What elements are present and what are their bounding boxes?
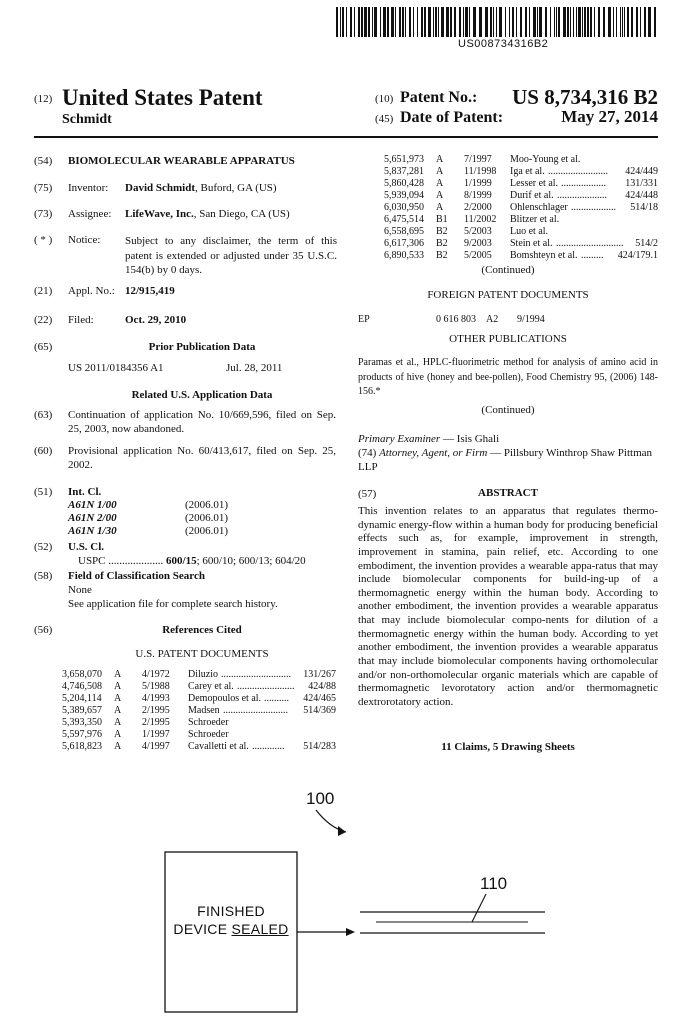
citation-name: Durif et al. — [510, 190, 554, 201]
barcode-bar — [558, 7, 560, 37]
header-rule — [34, 136, 658, 138]
barcode-bar — [570, 7, 571, 37]
citation-name: Schroeder — [188, 717, 229, 728]
citation-kind: B2 — [436, 226, 448, 237]
barcode-bar — [545, 7, 547, 37]
notice-label: Notice: — [68, 234, 101, 246]
barcode-bar — [463, 7, 464, 37]
citation-number: 5,860,428 — [384, 178, 424, 189]
barcode-bar — [380, 7, 381, 37]
int-cl-version: (2006.01) — [185, 499, 229, 511]
barcode-bar — [454, 7, 456, 37]
continuation-text: Continuation of application No. 10/669,596, filed on Sep. 25, 2003, now abandoned. — [68, 409, 336, 435]
citation-row — [384, 226, 658, 237]
citation-dots: ......... — [581, 250, 604, 261]
notice-code: ( * ) — [34, 234, 53, 246]
other-pubs-heading: OTHER PUBLICATIONS — [449, 333, 567, 345]
citation-date: 7/1997 — [464, 154, 492, 165]
citation-date: 5/2005 — [464, 250, 492, 261]
box-label-line1: FINISHED — [197, 903, 265, 919]
barcode-bar — [613, 7, 614, 37]
filed-value: Oct. 29, 2010 — [125, 314, 187, 326]
uspc-rest: ; 600/10; 600/13; 604/20 — [196, 555, 306, 567]
abstract-heading: ABSTRACT — [478, 487, 538, 499]
process-arrow-head — [346, 928, 355, 936]
citation-class: 514/283 — [303, 741, 336, 752]
citation-dots: .................. — [561, 178, 606, 189]
citation-row — [384, 202, 658, 213]
prior-pub-code: (65) — [34, 341, 53, 353]
citation-kind: A — [114, 729, 122, 740]
citation-dots: .......................... — [223, 705, 288, 716]
inventor-value — [125, 182, 277, 196]
barcode-bar — [496, 7, 497, 37]
abstract-code: (57) — [358, 488, 377, 500]
continuation-code: (63) — [34, 409, 53, 421]
citation-date: 11/1998 — [464, 166, 497, 177]
attorney-line — [358, 447, 658, 475]
attorney-name: — Pillsbury Winthrop Shaw Pittman LLP — [358, 447, 653, 473]
title-entry-code: (54) — [34, 155, 53, 167]
citation-date: 2/1995 — [142, 705, 170, 716]
barcode-bar — [473, 7, 476, 37]
patent-number-code: (10) — [375, 93, 394, 105]
uspc-line — [78, 555, 306, 569]
barcode-bar — [368, 7, 370, 37]
citation-row — [62, 729, 336, 740]
barcode-bar — [578, 7, 581, 37]
barcode-bar — [624, 7, 625, 37]
barcode-bar — [567, 7, 569, 37]
barcode-bar — [622, 7, 623, 37]
box-label-line2 — [168, 921, 294, 939]
citation-class: 424/179.1 — [617, 250, 658, 261]
refs-heading: References Cited — [162, 624, 242, 636]
citation-kind: A — [114, 705, 122, 716]
barcode-bar — [383, 7, 386, 37]
citation-row — [384, 214, 658, 225]
barcode-bar — [350, 7, 352, 37]
citation-kind: B2 — [436, 250, 448, 261]
barcode-bar — [539, 7, 542, 37]
uspc-label: USPC — [78, 555, 106, 567]
barcode-bar — [424, 7, 426, 37]
barcode-bar — [640, 7, 641, 37]
barcode-bar — [587, 7, 589, 37]
barcode-bar — [374, 7, 377, 37]
citation-kind: B1 — [436, 214, 448, 225]
citation-row — [62, 693, 336, 704]
citation-number: 5,837,281 — [384, 166, 424, 177]
barcode-bar — [516, 7, 517, 37]
citation-number: 5,939,094 — [384, 190, 424, 201]
foreign-country: EP — [358, 314, 370, 325]
inventor-location: , Buford, GA (US) — [195, 182, 277, 194]
citation-date: 9/2003 — [464, 238, 492, 249]
citation-name: Bomshteyn et al. — [510, 250, 578, 261]
citation-date: 4/1972 — [142, 669, 170, 680]
assignee-label: Assignee: — [68, 208, 112, 220]
citation-kind: A — [436, 178, 444, 189]
related-heading: Related U.S. Application Data — [131, 389, 273, 401]
date-value: May 27, 2014 — [561, 107, 658, 126]
barcode-bar — [395, 7, 396, 37]
barcode-bar — [594, 7, 595, 37]
barcode-bar — [438, 7, 439, 37]
citation-name: Moo-Young et al. — [510, 154, 581, 165]
int-cl-class: A61N 2/00 — [68, 512, 117, 524]
barcode-bar — [405, 7, 406, 37]
citation-class: 424/88 — [308, 681, 336, 692]
barcode-bar — [450, 7, 452, 37]
citation-kind: A — [114, 741, 122, 752]
citation-date: 4/1997 — [142, 741, 170, 752]
citation-number: 5,597,976 — [62, 729, 102, 740]
barcode-bar — [654, 7, 656, 37]
assignee-name: LifeWave, Inc. — [125, 208, 194, 220]
barcode-bar — [441, 7, 444, 37]
barcode-bar — [608, 7, 611, 37]
citation-class: 131/267 — [303, 669, 336, 680]
citation-date: 5/2003 — [464, 226, 492, 237]
citation-dots: ............. — [252, 741, 285, 752]
reference-numeral-110: 110 — [480, 874, 508, 893]
reference-leader-110 — [472, 894, 486, 922]
int-cl-code: (51) — [34, 486, 53, 498]
barcode-bar — [417, 7, 418, 37]
barcode-bar — [354, 7, 355, 37]
barcode-bar — [563, 7, 566, 37]
barcode-bar — [465, 7, 468, 37]
barcode-bar — [529, 7, 530, 37]
barcode-bar — [361, 7, 363, 37]
reference-numeral-100: 100 — [306, 789, 335, 808]
barcode-bar — [435, 7, 437, 37]
barcode-bar — [509, 7, 510, 37]
citation-kind: A — [114, 681, 122, 692]
inventor-code: (75) — [34, 182, 53, 194]
citation-dots: ........................... — [556, 238, 624, 249]
citation-row — [62, 717, 336, 728]
citation-name: Schroeder — [188, 729, 229, 740]
barcode-bar — [603, 7, 605, 37]
citation-date: 2/1995 — [142, 717, 170, 728]
citation-name: Carey et al. — [188, 681, 234, 692]
citation-date: 11/2002 — [464, 214, 497, 225]
barcode-bar — [493, 7, 494, 37]
citation-dots: ........................ — [548, 166, 608, 177]
barcode-bar — [479, 7, 482, 37]
prior-pub-number: US 2011/0184356 A1 — [68, 362, 164, 374]
field-label: Field of Classification Search — [68, 570, 205, 582]
citation-name: Madsen — [188, 705, 220, 716]
appl-label: Appl. No.: — [68, 285, 115, 297]
uspc-main: 600/15 — [166, 555, 197, 567]
barcode-bar — [644, 7, 646, 37]
barcode-bar — [364, 7, 367, 37]
field-code: (58) — [34, 570, 53, 582]
field-none: None — [68, 584, 92, 596]
citation-kind: A — [114, 693, 122, 704]
citation-class: 131/331 — [625, 178, 658, 189]
filed-label: Filed: — [68, 314, 94, 326]
barcode-number: US008734316B2 — [458, 38, 549, 50]
citation-class: 514/18 — [630, 202, 658, 213]
barcode-bar — [616, 7, 617, 37]
citation-row — [62, 741, 336, 752]
assignee-code: (73) — [34, 208, 53, 220]
barcode-bar — [573, 7, 574, 37]
document-title: United States Patent — [62, 85, 263, 110]
barcode — [336, 7, 658, 37]
citation-name: Luo et al. — [510, 226, 549, 237]
citation-class: 424/448 — [625, 190, 658, 201]
filed-code: (22) — [34, 314, 53, 326]
citation-row — [384, 166, 658, 177]
citation-number: 5,393,350 — [62, 717, 102, 728]
patent-number-label: Patent No.: — [400, 89, 478, 106]
citation-date: 2/2000 — [464, 202, 492, 213]
int-cl-class: A61N 1/00 — [68, 499, 117, 511]
claims-summary: 11 Claims, 5 Drawing Sheets — [441, 741, 575, 753]
appl-value: 12/915,419 — [125, 285, 175, 297]
barcode-bar — [399, 7, 401, 37]
citation-name: Ohlenschlager — [510, 202, 568, 213]
foreign-number: 0 616 803 — [436, 314, 476, 325]
other-pubs-text: Paramas et al., HPLC-fluorimetric method for analysis of amino acid in products of hive (honey and bee-pollen), Food Chemistry 95, (2006) 148-156.* — [358, 357, 658, 397]
citation-date: 5/1988 — [142, 681, 170, 692]
citation-number: 6,475,514 — [384, 214, 424, 225]
citation-name: Stein et al. — [510, 238, 553, 249]
barcode-bar — [648, 7, 651, 37]
barcode-bar — [598, 7, 600, 37]
barcode-bar — [391, 7, 394, 37]
refs-code: (56) — [34, 624, 53, 636]
citation-kind: A — [114, 717, 122, 728]
barcode-bar — [428, 7, 431, 37]
examiner-name: — Isis Ghali — [440, 433, 500, 445]
citation-dots: .................. — [571, 202, 616, 213]
barcode-bar — [409, 7, 411, 37]
citation-class: 514/2 — [635, 238, 658, 249]
barcode-bar — [525, 7, 527, 37]
barcode-bar — [346, 7, 347, 37]
citation-dots: .................... — [557, 190, 607, 201]
inventor-label: Inventor: — [68, 182, 109, 194]
barcode-bar — [358, 7, 360, 37]
continued-label: (Continued) — [481, 404, 535, 416]
appl-code: (21) — [34, 285, 53, 297]
barcode-bar — [576, 7, 577, 37]
assignee-location: , San Diego, CA (US) — [193, 208, 290, 220]
barcode-bar — [533, 7, 536, 37]
citation-date: 8/1999 — [464, 190, 492, 201]
citation-row — [384, 190, 658, 201]
barcode-bar — [421, 7, 423, 37]
barcode-bar — [584, 7, 586, 37]
barcode-bar — [469, 7, 470, 37]
date-label: Date of Patent: — [400, 109, 504, 126]
us-cl-label: U.S. Cl. — [68, 541, 105, 553]
arrow-head-100 — [338, 826, 346, 836]
citation-name: Blitzer et al. — [510, 214, 560, 225]
barcode-bar — [402, 7, 404, 37]
citation-name: Demopoulos et al. — [188, 693, 262, 704]
barcode-bar — [490, 7, 492, 37]
citation-row — [384, 178, 658, 189]
citation-name: Lesser et al. — [510, 178, 559, 189]
citation-row — [62, 681, 336, 692]
citation-number: 5,618,823 — [62, 741, 102, 752]
barcode-bar — [590, 7, 592, 37]
barcode-bar — [413, 7, 414, 37]
date-code: (45) — [375, 113, 394, 125]
foreign-kind: A2 — [486, 314, 499, 325]
barcode-bar — [627, 7, 629, 37]
barcode-bar — [537, 7, 538, 37]
citation-row — [62, 705, 336, 716]
citation-dots: .......... — [264, 693, 289, 704]
citation-dots: ............................ — [221, 669, 291, 680]
barcode-bar — [620, 7, 621, 37]
prior-pub-date: Jul. 28, 2011 — [226, 362, 283, 374]
citation-number: 6,617,306 — [384, 238, 424, 249]
barcode-bar — [459, 7, 461, 37]
citation-number: 6,558,695 — [384, 226, 424, 237]
notice-text: Subject to any disclaimer, the term of this patent is extended or adjusted under 35 U.S.C. 154(b) by 0 days. — [125, 235, 337, 277]
citation-name: Cavalletti et al. — [188, 741, 249, 752]
foreign-docs-heading: FOREIGN PATENT DOCUMENTS — [427, 289, 589, 301]
citation-date: 1/1999 — [464, 178, 492, 189]
citation-number: 6,890,533 — [384, 250, 424, 261]
citation-kind: A — [436, 166, 444, 177]
barcode-bar — [336, 7, 338, 37]
citation-kind: A — [436, 202, 444, 213]
int-cl-version: (2006.01) — [185, 512, 229, 524]
invention-title: BIOMOLECULAR WEARABLE APPARATUS — [68, 155, 295, 167]
citation-row — [384, 154, 658, 165]
inventor-surname: Schmidt — [62, 112, 112, 127]
barcode-bar — [520, 7, 522, 37]
citation-class: 424/465 — [303, 693, 336, 704]
citation-number: 5,389,657 — [62, 705, 102, 716]
provisional-code: (60) — [34, 445, 53, 457]
barcode-bar — [556, 7, 557, 37]
citation-date: 4/1993 — [142, 693, 170, 704]
citation-kind: A — [114, 669, 122, 680]
barcode-bar — [340, 7, 341, 37]
drawing-figure — [150, 780, 570, 1020]
barcode-bar — [636, 7, 638, 37]
attorney-code: (74) — [358, 447, 377, 459]
citation-dots: ....................... — [237, 681, 295, 692]
barcode-bar — [582, 7, 583, 37]
citation-kind: A — [436, 190, 444, 201]
us-cl-code: (52) — [34, 541, 53, 553]
title-code: (12) — [34, 93, 53, 105]
citation-kind: B2 — [436, 238, 448, 249]
barcode-bar — [485, 7, 488, 37]
examiner-line — [358, 433, 499, 447]
foreign-date: 9/1994 — [517, 314, 545, 325]
barcode-bar — [433, 7, 434, 37]
barcode-bar — [512, 7, 514, 37]
barcode-bar — [554, 7, 555, 37]
barcode-bar — [505, 7, 506, 37]
box-label-sealed: SEALED — [231, 921, 289, 937]
citation-number: 6,030,950 — [384, 202, 424, 213]
barcode-bar — [631, 7, 633, 37]
citation-class: 514/369 — [303, 705, 336, 716]
barcode-bar — [499, 7, 502, 37]
assignee-value — [125, 208, 290, 222]
abstract-text: This invention relates to an apparatus that regulates thermo-dynamic energy-flow within a human body for producing beneficial effects such as, for example, improvement in strength, improvement in stamina, pain relief, etc. According to one embodiment, the invention provides a wearable appa-ratus that may include biomolecular components for build-ing-up of a thermomagnetic energy within the human body. According to another embodiment, the invention provides a wearable apparatus that may include biomolecular compo-nents for dilution of a thermomagnetic energy within the human body. According to yet another embodiment, the invention provides a wearable apparatus that may include biomolecular components having orthomolecular and/or non-orthomolecular organic materials which are capable of thermomagnetic levorotatory action and/or thermomagnetic dextrorotatory action. — [358, 505, 658, 708]
citation-name: Diluzio — [188, 669, 218, 680]
citation-row — [62, 669, 336, 680]
examiner-label: Primary Examiner — [358, 433, 441, 445]
inventor-name: David Schmidt — [125, 182, 195, 194]
citation-date: 1/1997 — [142, 729, 170, 740]
patent-number-value: US 8,734,316 B2 — [512, 85, 658, 109]
int-cl-version: (2006.01) — [185, 525, 229, 537]
provisional-text: Provisional application No. 60/413,617, filed on Sep. 25, 2002. — [68, 445, 336, 471]
barcode-bar — [372, 7, 373, 37]
barcode-bar — [342, 7, 344, 37]
int-cl-label: Int. Cl. — [68, 486, 102, 498]
field-see: See application file for complete search history. — [68, 598, 278, 610]
citation-number: 4,746,508 — [62, 681, 102, 692]
uspc-dots: .................... — [108, 555, 164, 567]
barcode-bar — [550, 7, 551, 37]
barcode-bar — [387, 7, 389, 37]
citation-number: 5,204,114 — [62, 693, 102, 704]
box-label-device: DEVICE — [173, 921, 232, 937]
prior-pub-heading: Prior Publication Data — [148, 341, 256, 353]
continued-label: (Continued) — [481, 264, 535, 276]
attorney-label: Attorney, Agent, or Firm — [379, 447, 488, 459]
us-docs-heading: U.S. PATENT DOCUMENTS — [135, 648, 269, 660]
int-cl-class: A61N 1/30 — [68, 525, 117, 537]
citation-row — [384, 250, 658, 261]
citation-kind: A — [436, 154, 444, 165]
citation-number: 5,651,973 — [384, 154, 424, 165]
citation-class: 424/449 — [625, 166, 658, 177]
citation-name: Iga et al. — [510, 166, 545, 177]
citation-row — [384, 238, 658, 249]
barcode-bar — [446, 7, 449, 37]
citation-number: 3,658,070 — [62, 669, 102, 680]
